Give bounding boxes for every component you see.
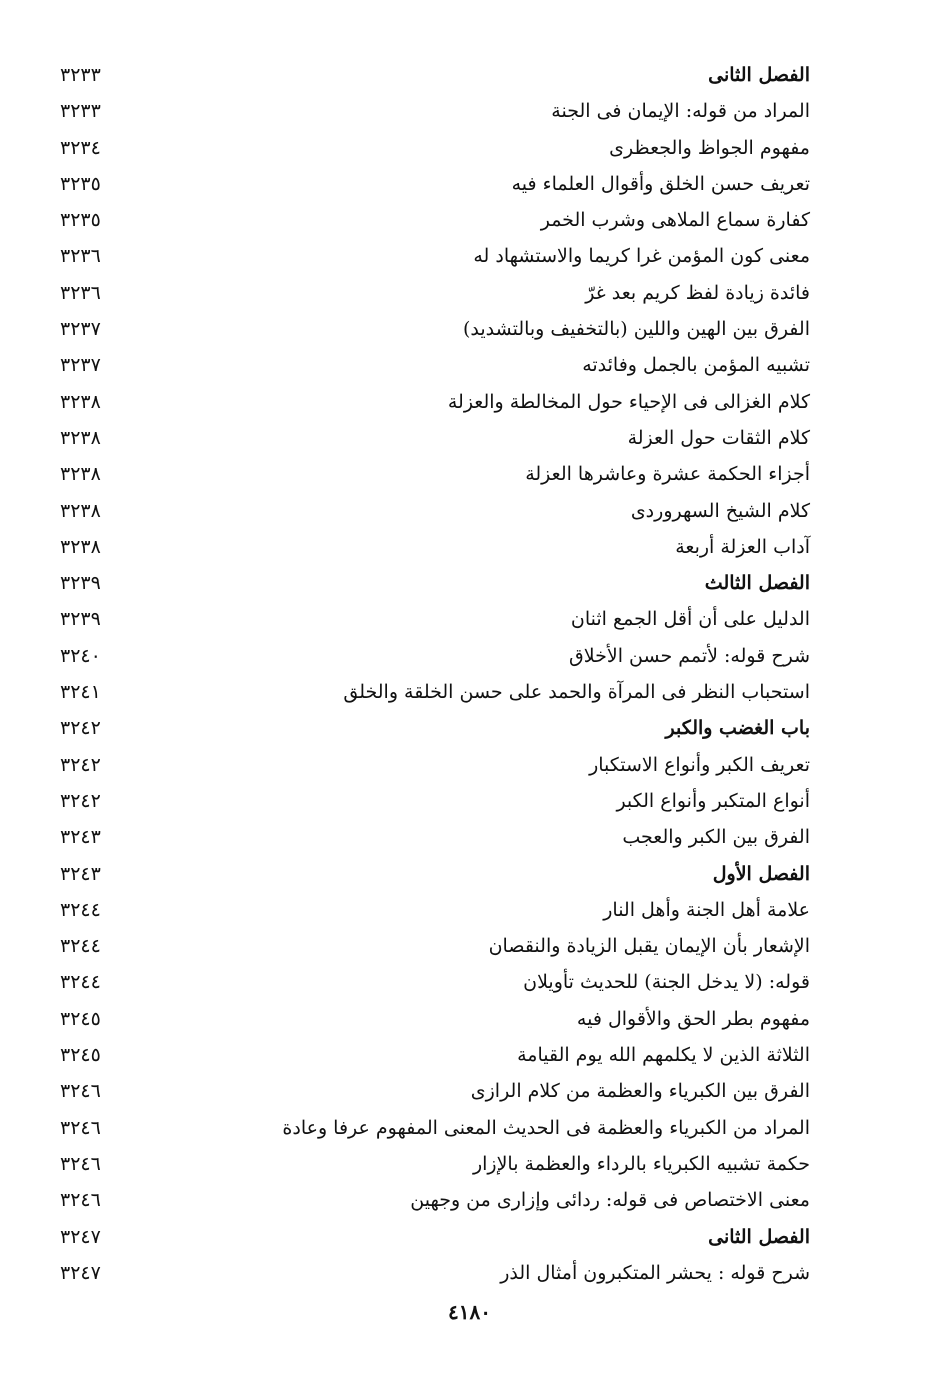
toc-entry-page: ٣٢٣٤ xyxy=(60,136,101,159)
toc-entry-title: الإشعار بأن الإيمان يقبل الزيادة والنقصان xyxy=(488,935,810,958)
toc-entry-title: المراد من قوله: الإيمان فى الجنة xyxy=(551,100,810,123)
toc-entry xyxy=(60,1183,810,1219)
toc-entry-page: ٣٢٤٦ xyxy=(60,1080,101,1103)
toc-entry xyxy=(60,276,810,312)
toc-section-heading xyxy=(60,1220,810,1256)
toc-entry-page: ٣٢٤٦ xyxy=(60,1189,101,1212)
toc-entry-page: ٣٢٣٧ xyxy=(60,318,101,341)
toc-entry-page: ٣٢٤٢ xyxy=(60,789,101,812)
toc-entry-title: الفرق بين الهين واللين (بالتخفيف وبالتشديد) xyxy=(462,318,810,341)
toc-entry-title: مفهوم بطر الحق والأقوال فيه xyxy=(576,1007,810,1030)
toc-section-heading xyxy=(60,711,810,747)
toc-entry-title: تعريف حسن الخلق وأقوال العلماء فيه xyxy=(511,172,810,195)
toc-entry-title: فائدة زيادة لفظ كريم بعد غرّ xyxy=(585,281,810,304)
toc-entry-page: ٣٢٣٧ xyxy=(60,354,101,377)
toc-entry xyxy=(60,1111,810,1147)
toc-entry-page: ٣٢٣٣ xyxy=(60,64,101,86)
toc-entry-page: ٣٢٤٣ xyxy=(60,862,101,885)
toc-entry xyxy=(60,1074,810,1110)
toc-entry-title: قوله: (لا يدخل الجنة) للحديث تأويلان xyxy=(523,971,810,994)
toc-entry-page: ٣٢٤٤ xyxy=(60,935,101,958)
toc-entry-title: علامة أهل الجنة وأهل النار xyxy=(603,898,810,921)
toc-entry-page: ٣٢٤٥ xyxy=(60,1044,101,1067)
toc-entry-page: ٣٢٣٨ xyxy=(60,499,101,522)
toc-entry-page: ٣٢٣٥ xyxy=(60,172,101,195)
toc-entry xyxy=(60,929,810,965)
toc-entry xyxy=(60,494,810,530)
toc-entry-page: ٣٢٣٦ xyxy=(60,281,101,304)
toc-entry-title: الفصل الثانى xyxy=(708,1225,810,1248)
toc-entry xyxy=(60,1038,810,1074)
toc-entry-title: استحباب النظر فى المرآة والحمد على حسن الخلقة والخلق xyxy=(343,681,810,704)
toc-entry-page: ٣٢٣٨ xyxy=(60,390,101,413)
toc-entry xyxy=(60,457,810,493)
toc-entry-title: شرح قوله: لأتمم حسن الأخلاق xyxy=(569,644,810,667)
toc-entry-page: ٣٢٤١ xyxy=(60,681,101,704)
toc-entry xyxy=(60,675,810,711)
toc-entry-title: الفرق بين الكبرياء والعظمة من كلام الرازى xyxy=(470,1080,810,1103)
table-of-contents xyxy=(60,58,810,1292)
toc-section-heading xyxy=(60,566,810,602)
toc-entry-title: أنواع المتكبر وأنواع الكبر xyxy=(616,789,810,812)
toc-entry-page: ٣٢٤٦ xyxy=(60,1152,101,1175)
toc-entry-page: ٣٢٤٣ xyxy=(60,826,101,849)
toc-entry-page: ٣٢٤٦ xyxy=(60,1116,101,1139)
toc-entry-title: كلام الثقات حول العزلة xyxy=(627,426,810,449)
toc-entry-page: ٣٢٤٥ xyxy=(60,1007,101,1030)
toc-entry-title: الثلاثة الذين لا يكلمهم الله يوم القيامة xyxy=(517,1044,810,1067)
toc-entry-title: المراد من الكبرياء والعظمة فى الحديث المعنى المفهوم عرفا وعادة xyxy=(282,1116,810,1139)
toc-entry-page: ٣٢٤٠ xyxy=(60,644,101,667)
toc-entry xyxy=(60,239,810,275)
toc-entry-title: أجزاء الحكمة عشرة وعاشرها العزلة xyxy=(525,463,810,486)
toc-entry-title: باب الغضب والكبر xyxy=(665,717,810,740)
toc-entry xyxy=(60,312,810,348)
toc-entry xyxy=(60,1147,810,1183)
toc-entry-page: ٣٢٤٤ xyxy=(60,898,101,921)
toc-entry-title: كلام الشيخ السهروردى xyxy=(630,499,810,522)
toc-entry xyxy=(60,421,810,457)
toc-entry-title: مفهوم الجواظ والجعظرى xyxy=(609,136,810,159)
toc-section-heading xyxy=(60,857,810,893)
toc-entry-page: ٣٢٣٦ xyxy=(60,245,101,268)
toc-entry-title: الفصل الأول xyxy=(712,862,810,885)
toc-entry xyxy=(60,893,810,929)
toc-entry-title: تعريف الكبر وأنواع الاستكبار xyxy=(589,753,810,776)
toc-entry-page: ٣٢٣٨ xyxy=(60,426,101,449)
toc-entry-page: ٣٢٣٩ xyxy=(60,608,101,631)
toc-entry-title: معنى كون المؤمن غرا كريما والاستشهاد له xyxy=(473,245,810,268)
toc-entry-page: ٣٢٣٣ xyxy=(60,100,101,123)
page-number: ٤١٨٠ xyxy=(448,1300,491,1324)
toc-entry xyxy=(60,784,810,820)
toc-entry xyxy=(60,131,810,167)
toc-entry-title: معنى الاختصاص فى قوله: ردائى وإزارى من وجهين xyxy=(410,1189,810,1212)
toc-entry xyxy=(60,639,810,675)
toc-entry xyxy=(60,965,810,1001)
toc-entry-page: ٣٢٤٧ xyxy=(60,1225,101,1248)
toc-entry-page: ٣٢٣٩ xyxy=(60,572,101,595)
toc-entry-title: الفصل الثانى xyxy=(708,64,810,86)
toc-entry xyxy=(60,348,810,384)
toc-entry xyxy=(60,385,810,421)
toc-entry xyxy=(60,203,810,239)
toc-entry xyxy=(60,530,810,566)
toc-entry xyxy=(60,167,810,203)
toc-entry-title: كفارة سماع الملاهى وشرب الخمر xyxy=(540,209,810,232)
toc-entry xyxy=(60,94,810,130)
toc-entry-page: ٣٢٤٤ xyxy=(60,971,101,994)
toc-entry-title: كلام الغزالى فى الإحياء حول المخالطة والعزلة xyxy=(447,390,810,413)
toc-entry-page: ٣٢٣٨ xyxy=(60,535,101,558)
toc-entry-title: الفصل الثالث xyxy=(704,572,810,595)
toc-entry xyxy=(60,748,810,784)
toc-entry-page: ٣٢٤٧ xyxy=(60,1261,101,1284)
toc-entry-page: ٣٢٣٥ xyxy=(60,209,101,232)
toc-entry xyxy=(60,820,810,856)
toc-entry-page: ٣٢٤٢ xyxy=(60,753,101,776)
toc-entry-title: آداب العزلة أربعة xyxy=(675,535,810,558)
toc-entry-title: الفرق بين الكبر والعجب xyxy=(622,826,810,849)
toc-entry-page: ٣٢٤٢ xyxy=(60,717,101,740)
toc-entry xyxy=(60,1002,810,1038)
toc-entry-title: الدليل على أن أقل الجمع اثنان xyxy=(570,608,810,631)
toc-entry xyxy=(60,1256,810,1292)
toc-entry xyxy=(60,602,810,638)
toc-entry-title: حكمة تشبيه الكبرياء بالرداء والعظمة بالإزار xyxy=(472,1152,810,1175)
toc-section-heading xyxy=(60,58,810,94)
toc-entry-title: تشبيه المؤمن بالجمل وفائدته xyxy=(582,354,810,377)
toc-entry-page: ٣٢٣٨ xyxy=(60,463,101,486)
toc-entry-title: شرح قوله : يحشر المتكبرون أمثال الذر xyxy=(500,1261,810,1284)
